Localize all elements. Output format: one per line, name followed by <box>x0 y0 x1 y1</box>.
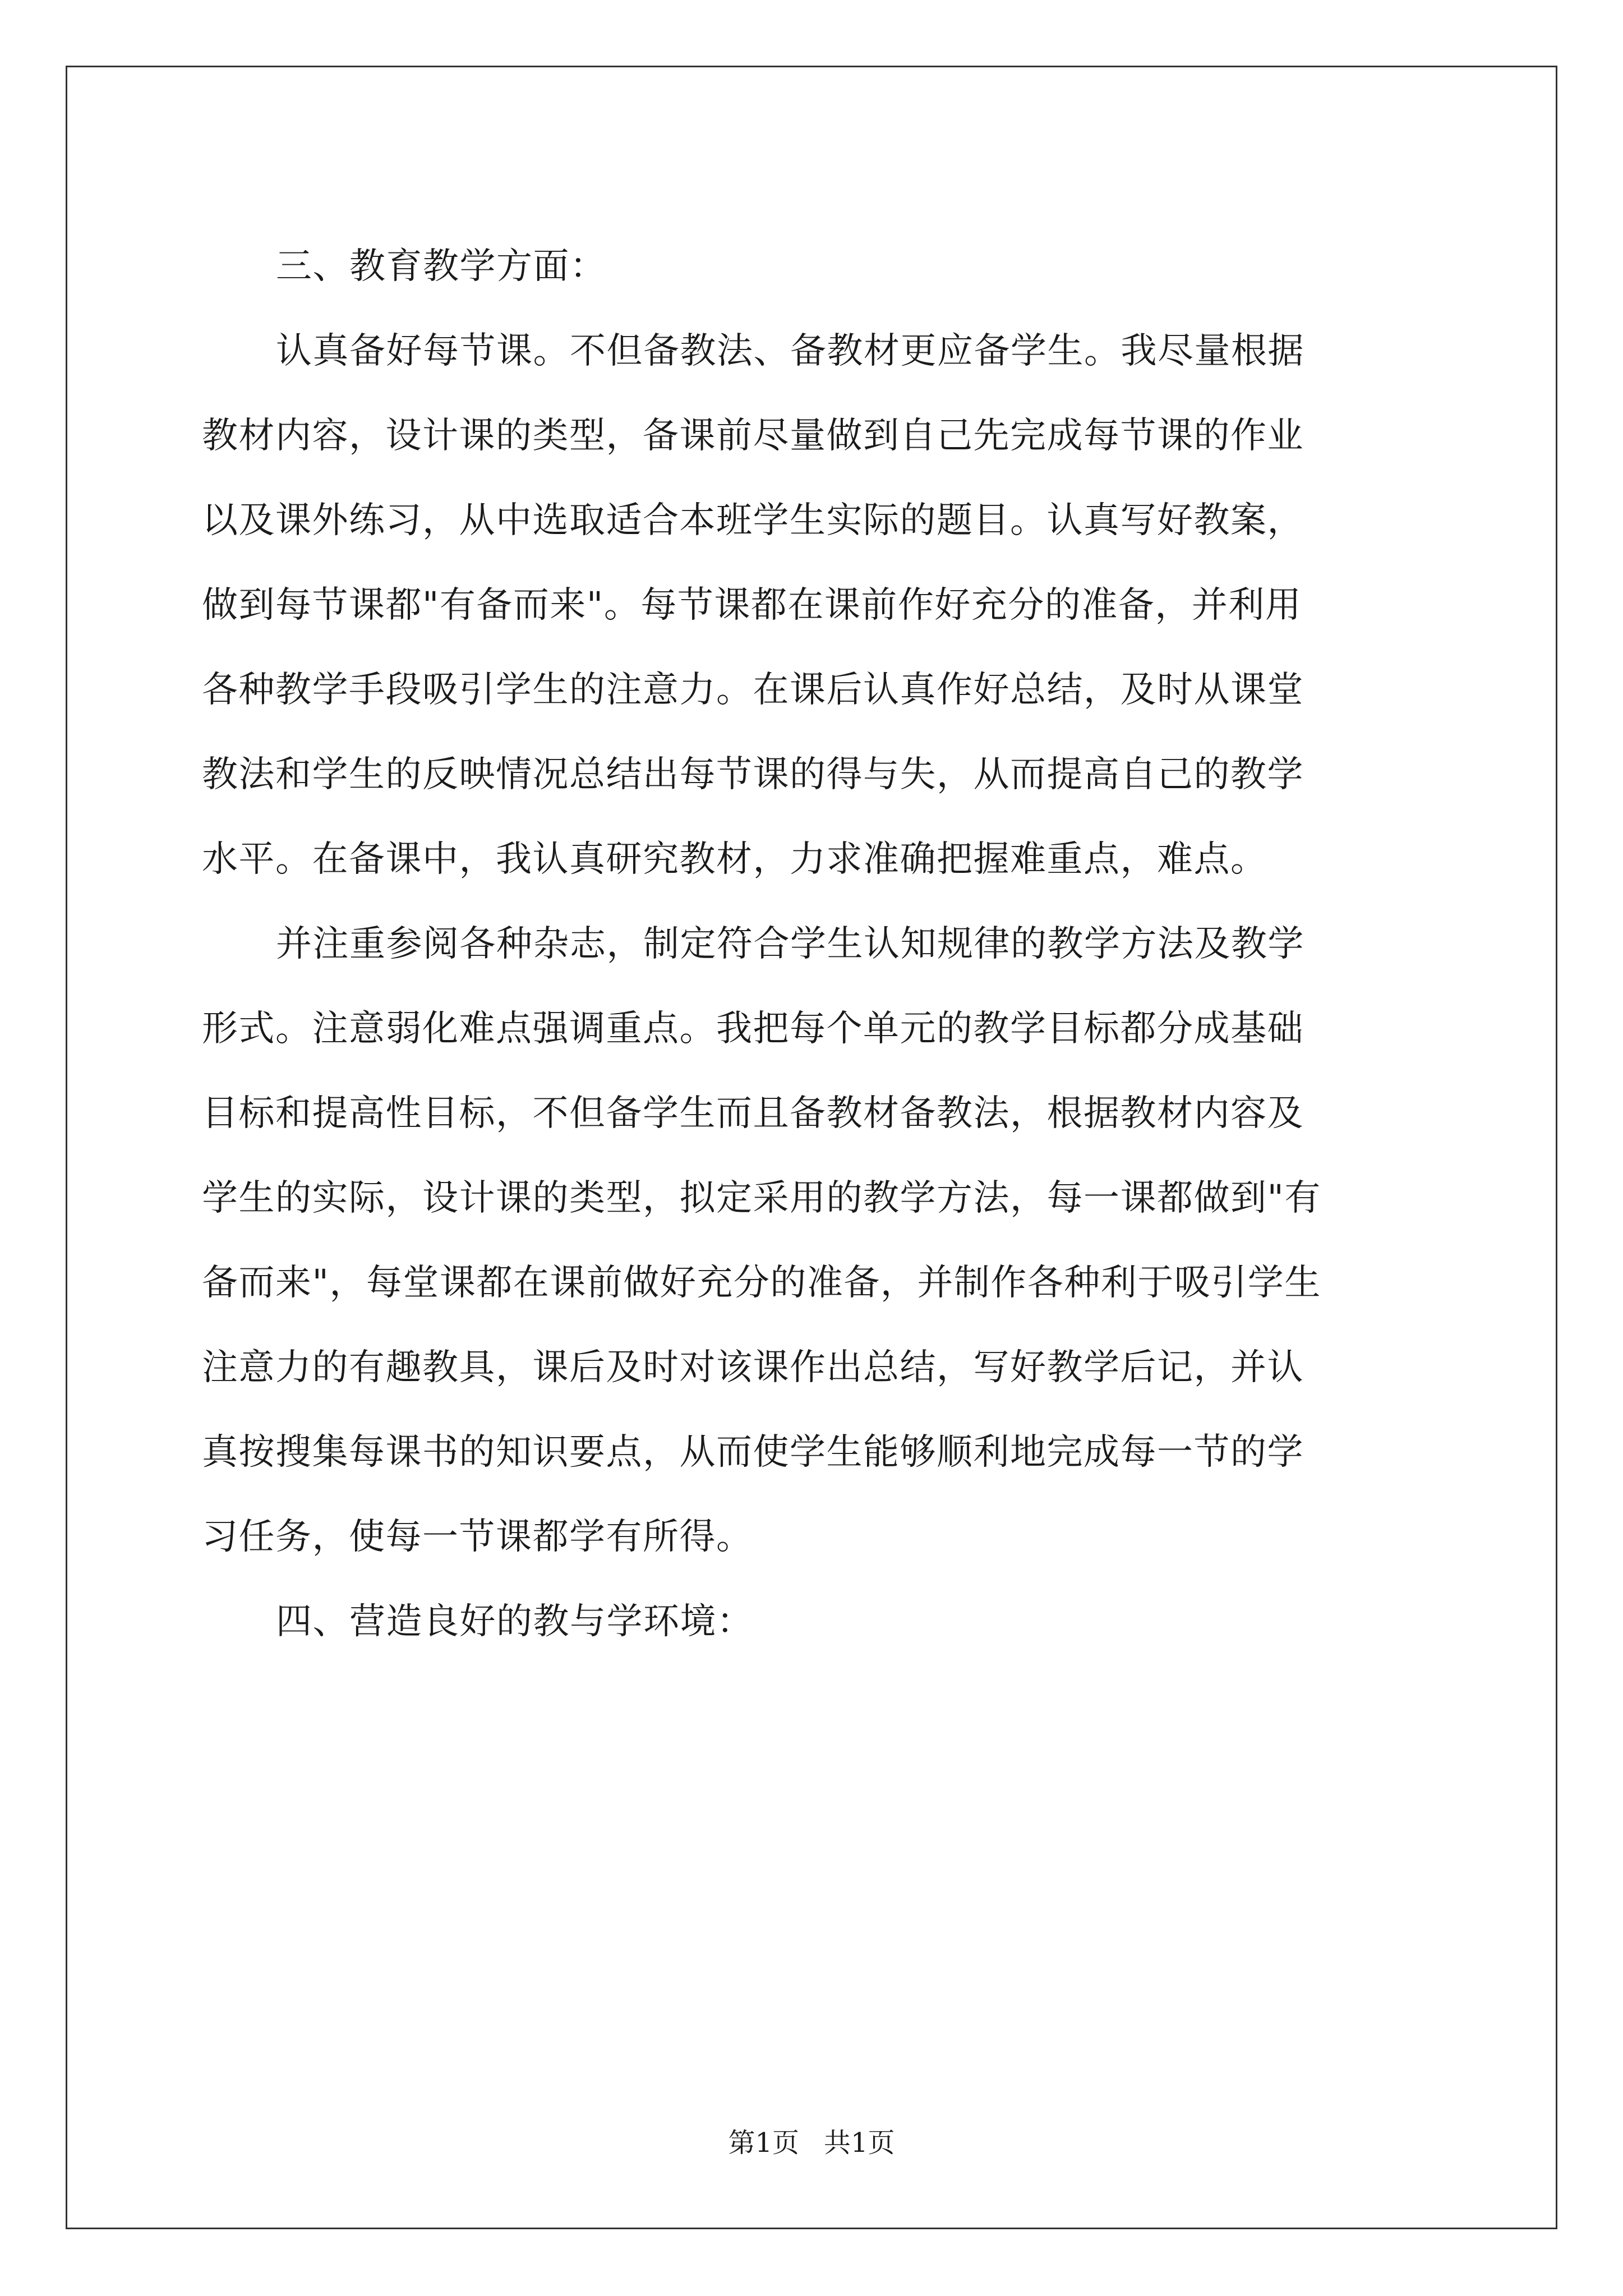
document-body <box>202 224 1424 1664</box>
page-footer <box>0 2126 1623 2160</box>
paragraph-line: 并注重参阅各种杂志，制定符合学生认知规律的教学方法及教学 <box>276 923 1304 965</box>
paragraph-line: 注意力的有趣教具，课后及时对该课作出总结，写好教学后记，并认 <box>202 1347 1304 1388</box>
paragraph-line: 形式。注意弱化难点强调重点。我把每个单元的教学目标都分成基础 <box>202 1008 1304 1050</box>
page-total: 共1页 <box>824 2127 895 2159</box>
section-heading-4: 四、营造良好的教与学环境： <box>276 1601 754 1642</box>
paragraph-line: 习任务，使每一节课都学有所得。 <box>202 1516 753 1558</box>
paragraph-line: 教材内容，设计课的类型，备课前尽量做到自己先完成每节课的作业 <box>202 415 1304 457</box>
paragraph-2 <box>202 902 1424 1580</box>
paragraph-line: 学生的实际，设计课的类型，拟定采用的教学方法，每一课都做到"有 <box>202 1177 1321 1219</box>
paragraph-line: 真按搜集每课书的知识要点，从而使学生能够顺利地完成每一节的学 <box>202 1432 1304 1473</box>
paragraph-line: 以及课外练习，从中选取适合本班学生实际的题目。认真写好教案， <box>202 500 1304 541</box>
section-heading-3: 三、教育教学方面： <box>276 246 607 287</box>
paragraph-1 <box>202 309 1424 902</box>
paragraph-line: 水平。在备课中，我认真研究教材，力求准确把握难重点，难点。 <box>202 839 1267 880</box>
paragraph-line: 认真备好每节课。不但备教法、备教材更应备学生。我尽量根据 <box>276 330 1304 372</box>
paragraph-line: 备而来"，每堂课都在课前做好充分的准备，并制作各种利于吸引学生 <box>202 1262 1321 1304</box>
paragraph-line: 目标和提高性目标，不但备学生而且备教材备教法，根据教材内容及 <box>202 1093 1304 1134</box>
paragraph-line: 教法和学生的反映情况总结出每节课的得与失，从而提高自己的教学 <box>202 754 1304 795</box>
paragraph-line: 做到每节课都"有备而来"。每节课都在课前作好充分的准备，并利用 <box>202 585 1302 626</box>
paragraph-line: 各种教学手段吸引学生的注意力。在课后认真作好总结，及时从课堂 <box>202 669 1304 711</box>
page-number: 第1页 <box>728 2127 799 2159</box>
